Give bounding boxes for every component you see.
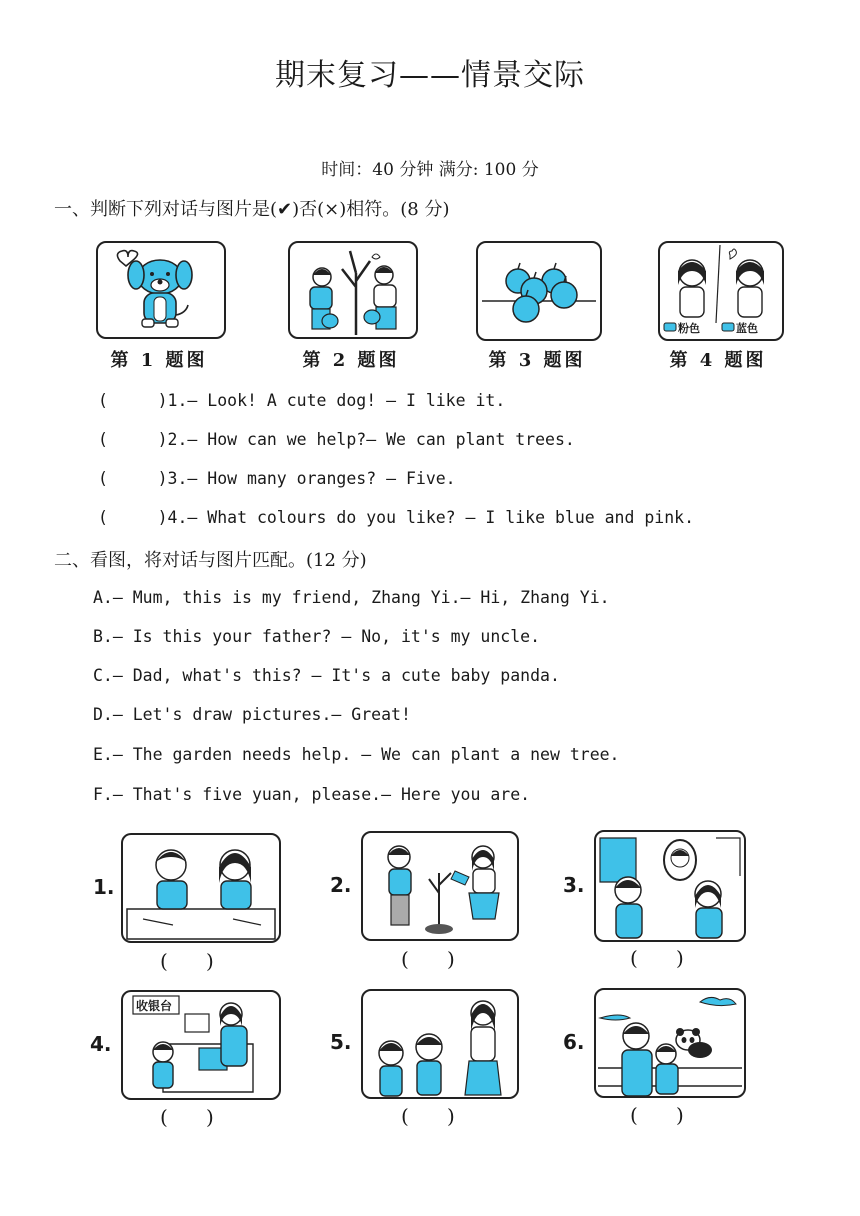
- caption-pic4: 第 4 题图: [669, 350, 767, 371]
- answer-blank-5[interactable]: ( ): [401, 1104, 455, 1128]
- section1-heading: 一、判断下列对话与图片是(✔)否(×)相符。(8 分): [54, 199, 450, 220]
- answer-blank-6[interactable]: ( ): [630, 1103, 684, 1127]
- match-pic5-friends: [361, 989, 519, 1099]
- exam-meta: 时间：40 分钟 满分: 100 分: [321, 160, 539, 180]
- cashier-sign: 收银台: [136, 999, 173, 1013]
- pic1-dog: [96, 241, 226, 339]
- match-number-1: 1.: [93, 875, 115, 899]
- pic4-pink-label: 粉色: [678, 322, 700, 335]
- match-number-3: 3.: [563, 873, 585, 897]
- match-pic4-cashier: [121, 990, 281, 1100]
- pic2-planting-trees: [288, 241, 418, 339]
- answer-blank-4[interactable]: ( ): [160, 1105, 214, 1129]
- match-number-6: 6.: [563, 1030, 585, 1054]
- answer-blank-3[interactable]: ( ): [630, 946, 684, 970]
- answer-blank-1[interactable]: ( ): [160, 949, 214, 973]
- option-d: D.— Let's draw pictures.— Great!: [93, 705, 411, 724]
- answer-blank-2[interactable]: ( ): [401, 947, 455, 971]
- caption-pic3: 第 3 题图: [488, 350, 586, 371]
- option-e: E.— The garden needs help. — We can plant a new tree.: [93, 745, 620, 764]
- match-pic6-panda: [594, 988, 746, 1098]
- match-pic1-drawing: [121, 833, 281, 943]
- pic4-colours: [658, 241, 784, 341]
- match-pic3-photo: [594, 830, 746, 942]
- judge-item-4[interactable]: ( )4.— What colours do you like? — I like blue and pink.: [98, 508, 695, 527]
- pic3-oranges: [476, 241, 602, 341]
- option-c: C.— Dad, what's this? — It's a cute baby panda.: [93, 666, 560, 685]
- judge-item-3[interactable]: ( )3.— How many oranges? — Five.: [98, 469, 456, 488]
- option-b: B.— Is this your father? — No, it's my uncle.: [93, 627, 541, 646]
- caption-pic2: 第 2 题图: [302, 350, 400, 371]
- match-number-2: 2.: [330, 873, 352, 897]
- caption-pic1: 第 1 题图: [110, 350, 208, 371]
- judge-item-2[interactable]: ( )2.— How can we help?— We can plant trees.: [98, 430, 575, 449]
- match-number-5: 5.: [330, 1030, 352, 1054]
- judge-item-1[interactable]: ( )1.— Look! A cute dog! — I like it.: [98, 391, 506, 410]
- match-number-4: 4.: [90, 1032, 112, 1056]
- pic4-blue-label: 蓝色: [736, 322, 758, 335]
- option-f: F.— That's five yuan, please.— Here you are.: [93, 785, 531, 804]
- option-a: A.— Mum, this is my friend, Zhang Yi.— Hi, Zhang Yi.: [93, 588, 610, 607]
- match-pic2-planting: [361, 831, 519, 941]
- page-title: 期末复习——情景交际: [275, 58, 585, 93]
- section2-heading: 二、看图，将对话与图片匹配。(12 分): [54, 550, 367, 571]
